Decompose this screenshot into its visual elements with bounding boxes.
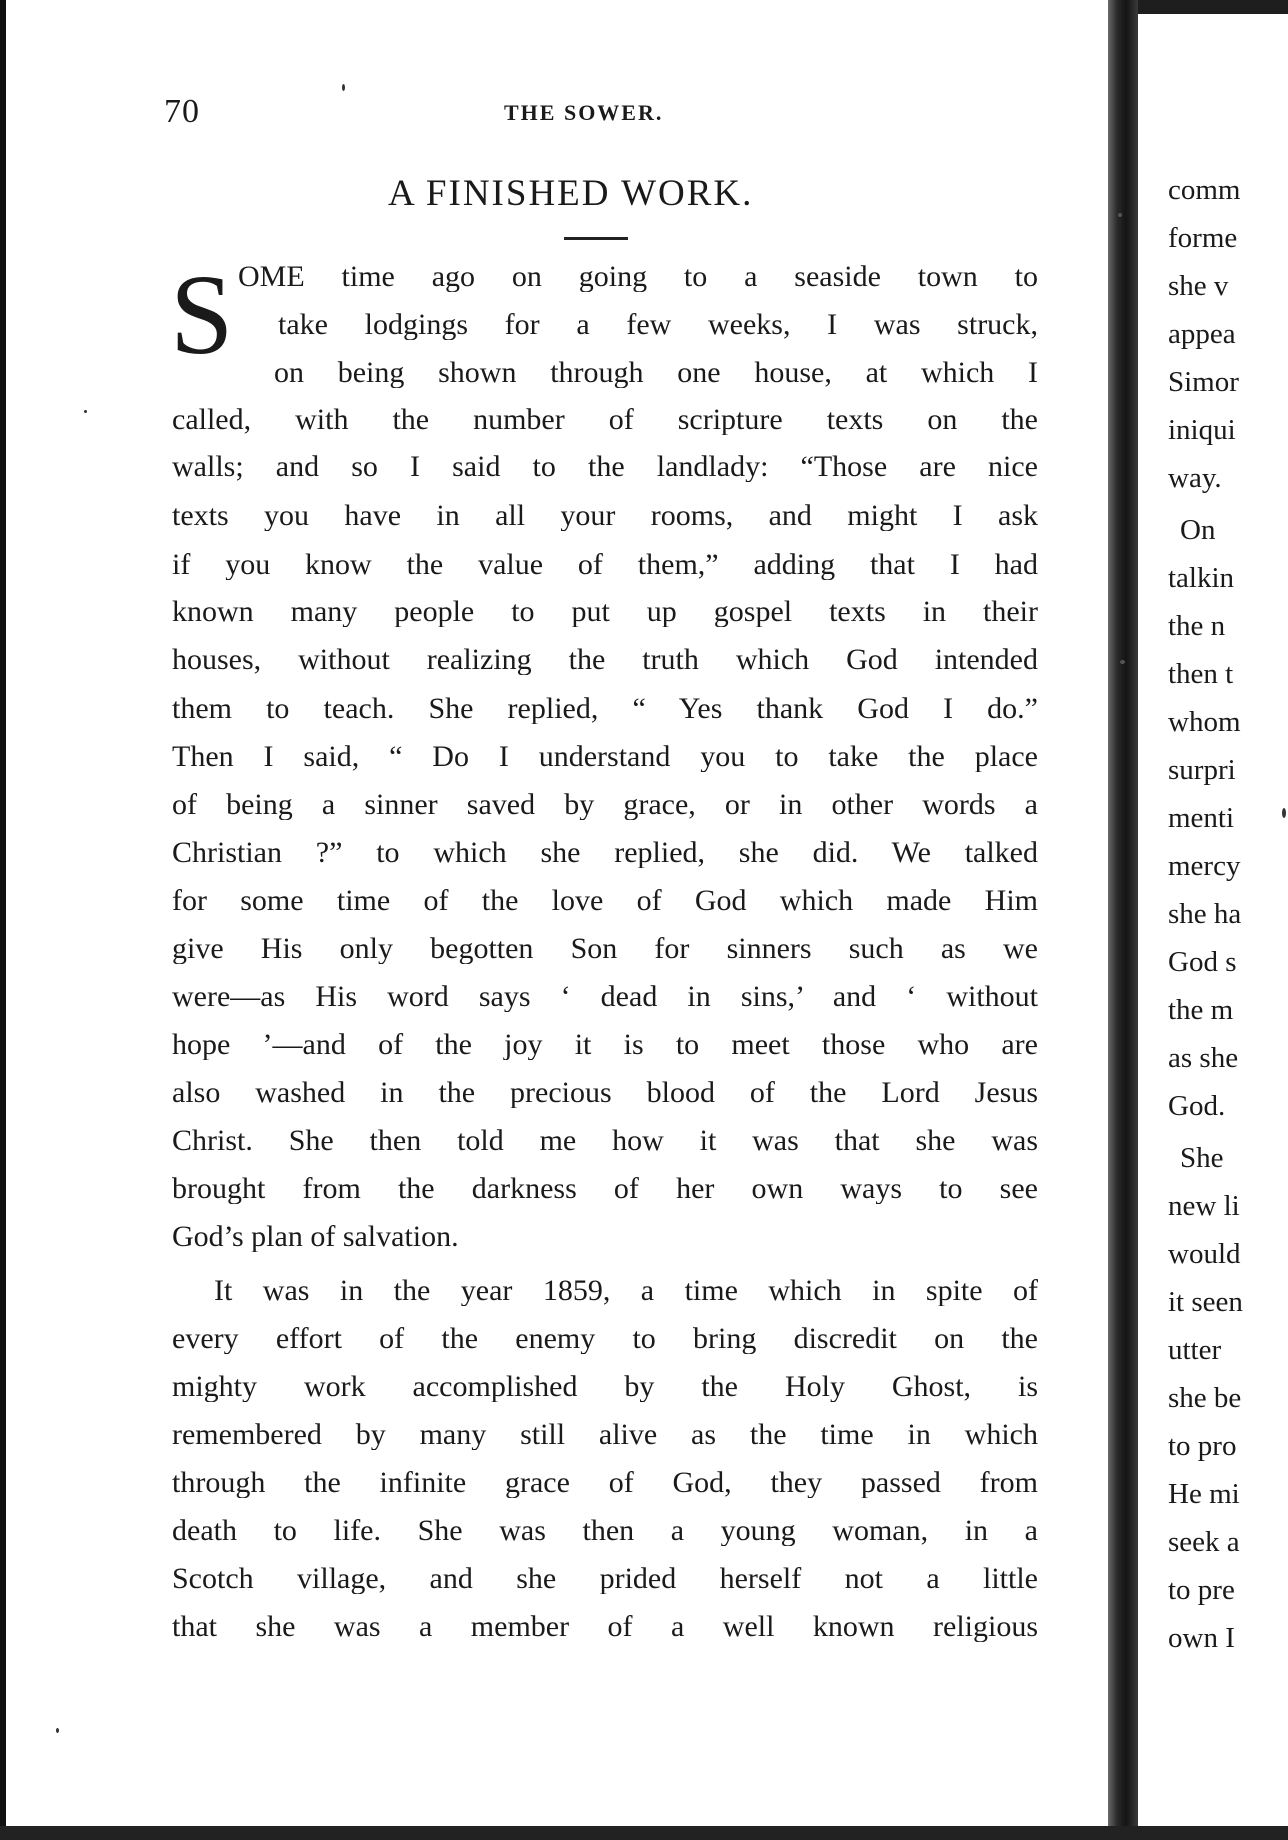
right-page-line: would [1168,1238,1241,1270]
body-line: Then I said, “ Do I understand you to take the place [172,742,1038,772]
body-line-last: God’s plan of salvation. [172,1222,459,1252]
body-line: houses, without realizing the truth which God intended [172,645,1038,675]
right-page-line: as she [1168,1042,1239,1074]
right-page-line: She [1180,1142,1224,1174]
body-line: on being shown through one house, at which I [274,358,1038,388]
right-page-line: comm [1168,174,1241,206]
running-head: THE SOWER. [504,100,664,125]
body-line: walls; and so I said to the landlady: “Those are nice [172,452,1038,482]
binding-gutter [1108,0,1138,1840]
right-page-line: to pre [1168,1574,1235,1606]
right-page-line: she be [1168,1382,1242,1414]
body-line: hope ’—and of the joy it is to meet those who are [172,1030,1038,1060]
right-page-line: appea [1168,318,1236,350]
right-page-line: whom [1168,706,1241,738]
right-page-line: the m [1168,994,1234,1026]
body-line: that she was a member of a well known religious [172,1612,1038,1642]
body-line: through the infinite grace of God, they passed from [172,1468,1038,1498]
scan-speck [84,410,87,413]
body-line: called, with the number of scripture texts on the [172,405,1038,435]
right-page-line: new li [1168,1190,1240,1222]
right-page-line: iniqui [1168,414,1236,446]
right-page-line: surpri [1168,754,1236,786]
body-line: every effort of the enemy to bring discredit on the [172,1324,1038,1354]
body-line: known many people to put up gospel texts in their [172,597,1038,627]
page-number: 70 [164,93,200,130]
right-page-line: the n [1168,610,1226,642]
body-line: of being a sinner saved by grace, or in other words a [172,790,1038,820]
body-line: It was in the year 1859, a time which in spite of [214,1276,1038,1306]
page-edge-bottom [0,1826,1288,1840]
right-page-line: utter [1168,1334,1222,1366]
body-line: them to teach. She replied, “ Yes thank God I do.” [172,694,1038,724]
right-page [1138,14,1288,1826]
body-line: take lodgings for a few weeks, I was struck, [278,310,1038,340]
right-page-line: it seen [1168,1286,1243,1318]
body-line: were—as His word says ‘ dead in sins,’ and ‘ without [172,982,1038,1012]
body-line: death to life. She was then a young woman, in a [172,1516,1038,1546]
scan-speck [1118,213,1122,217]
body-line: also washed in the precious blood of the Lord Jesus [172,1078,1038,1108]
scan-speck [342,84,345,91]
right-page-line: she v [1168,270,1229,302]
body-line: mighty work accomplished by the Holy Ghost, is [172,1372,1038,1402]
drop-cap: S [170,251,234,378]
body-line: OME time ago on going to a seaside town to [238,262,1038,292]
body-line: for some time of the love of God which made Him [172,886,1038,916]
body-line: brought from the darkness of her own ways to see [172,1174,1038,1204]
right-page-line: God. [1168,1090,1226,1122]
scan-speck [56,1728,59,1733]
right-page-line: talkin [1168,562,1235,594]
body-line: if you know the value of them,” adding that I had [172,550,1038,580]
right-page-line: seek a [1168,1526,1240,1558]
right-page-line: God s [1168,946,1237,978]
right-page-line: to pro [1168,1430,1237,1462]
body-line: texts you have in all your rooms, and might I ask [172,501,1038,531]
right-page-line: He mi [1168,1478,1240,1510]
title-rule [564,237,628,240]
right-page-line: she ha [1168,898,1242,930]
article-title: A FINISHED WORK. [388,173,754,214]
right-page-line: mercy [1168,850,1241,882]
right-page-line: own I [1168,1622,1235,1654]
right-page-line: then t [1168,658,1234,690]
body-line: Christ. She then told me how it was that she was [172,1126,1038,1156]
body-line: remembered by many still alive as the time in which [172,1420,1038,1450]
right-page-line: forme [1168,222,1238,254]
right-page-line: On [1180,514,1216,546]
body-line: Christian ?” to which she replied, she did. We talked [172,838,1038,868]
page-edge [1138,0,1288,14]
body-line: Scotch village, and she prided herself not a little [172,1564,1038,1594]
right-page-line: Simor [1168,366,1239,398]
scan-speck [1282,808,1286,818]
body-line: give His only begotten Son for sinners such as we [172,934,1038,964]
right-page-line: menti [1168,802,1235,834]
scan-speck [1120,660,1125,664]
right-page-line: way. [1168,462,1222,494]
